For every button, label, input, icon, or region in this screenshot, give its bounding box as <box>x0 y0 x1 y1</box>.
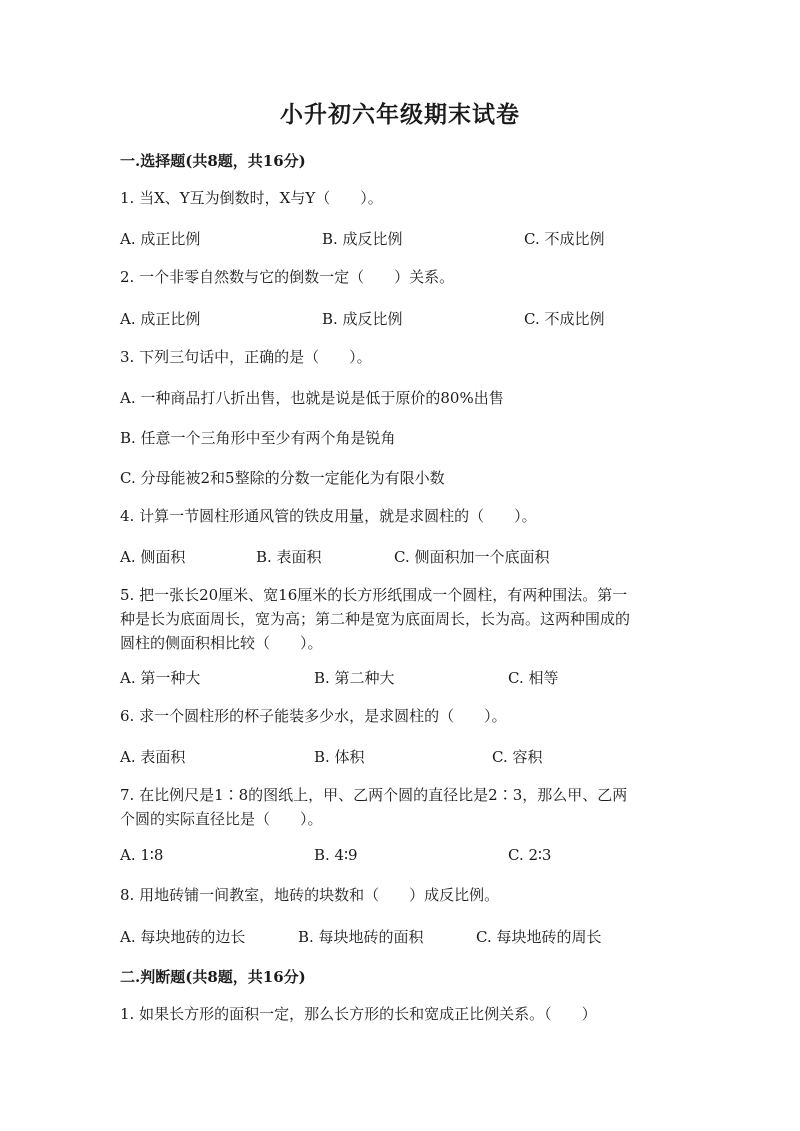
question-6-option-b: B. 体积 <box>314 748 365 766</box>
question-3-option-c: C. 分母能被2和5整除的分数一定能化为有限小数 <box>120 469 445 487</box>
question-6-option-a: A. 表面积 <box>120 748 186 766</box>
question-8-option-a: A. 每块地砖的边长 <box>120 928 246 946</box>
question-8-stem: 8. 用地砖铺一间教室，地砖的块数和（ ）成反比例。 <box>120 886 500 904</box>
question-4-option-a: A. 侧面积 <box>120 548 186 566</box>
question-5-stem-line-2: 种是长为底面周长，宽为高；第二种是宽为底面周长，长为高。这两种围成的 <box>120 610 631 628</box>
question-8-option-b: B. 每块地砖的面积 <box>298 928 424 946</box>
question-5-option-b: B. 第二种大 <box>314 669 395 687</box>
question-4-option-c: C. 侧面积加一个底面积 <box>394 548 550 566</box>
question-5-stem-line-1: 5. 把一张长20厘米、宽16厘米的长方形纸围成一个圆柱，有两种围法。第一 <box>120 586 628 604</box>
page-title: 小升初六年级期末试卷 <box>280 101 520 128</box>
question-7-option-c: C. 2∶3 <box>508 846 552 864</box>
question-4-option-b: B. 表面积 <box>256 548 322 566</box>
section-heading-choice: 一.选择题(共8题，共16分) <box>120 152 306 170</box>
question-2-option-c: C. 不成比例 <box>524 310 605 328</box>
question-1-stem: 1. 当X、Y互为倒数时，X与Y（ ）。 <box>120 189 383 207</box>
question-6-stem: 6. 求一个圆柱形的杯子能装多少水，是求圆柱的（ ）。 <box>120 707 507 725</box>
question-3-option-a: A. 一种商品打八折出售，也就是说是低于原价的80%出售 <box>120 389 504 407</box>
question-7-option-a: A. 1∶8 <box>120 846 164 864</box>
question-4-stem: 4. 计算一节圆柱形通风管的铁皮用量，就是求圆柱的（ ）。 <box>120 507 537 525</box>
question-5-option-a: A. 第一种大 <box>120 669 201 687</box>
question-1-option-c: C. 不成比例 <box>524 230 605 248</box>
question-2-stem: 2. 一个非零自然数与它的倒数一定（ ）关系。 <box>120 268 455 286</box>
question-5-stem-line-3: 圆柱的侧面积相比较（ ）。 <box>120 634 323 652</box>
question-8-option-c: C. 每块地砖的周长 <box>476 928 602 946</box>
question-6-option-c: C. 容积 <box>492 748 543 766</box>
question-7-stem-line-2: 个圆的实际直径比是（ ）。 <box>120 810 323 828</box>
question-7-option-b: B. 4∶9 <box>314 846 358 864</box>
question-1-option-a: A. 成正比例 <box>120 230 201 248</box>
judgment-1-stem: 1. 如果长方形的面积一定，那么长方形的长和宽成正比例关系。（ ） <box>120 1005 597 1023</box>
question-3-stem: 3. 下列三句话中，正确的是（ ）。 <box>120 348 372 366</box>
question-1-option-b: B. 成反比例 <box>322 230 403 248</box>
question-2-option-b: B. 成反比例 <box>322 310 403 328</box>
question-7-stem-line-1: 7. 在比例尺是1∶8的图纸上，甲、乙两个圆的直径比是2∶3，那么甲、乙两 <box>120 786 628 804</box>
question-3-option-b: B. 任意一个三角形中至少有两个角是锐角 <box>120 429 396 447</box>
section-heading-judgment: 二.判断题(共8题，共16分) <box>120 968 306 986</box>
question-5-option-c: C. 相等 <box>508 669 559 687</box>
question-2-option-a: A. 成正比例 <box>120 310 201 328</box>
